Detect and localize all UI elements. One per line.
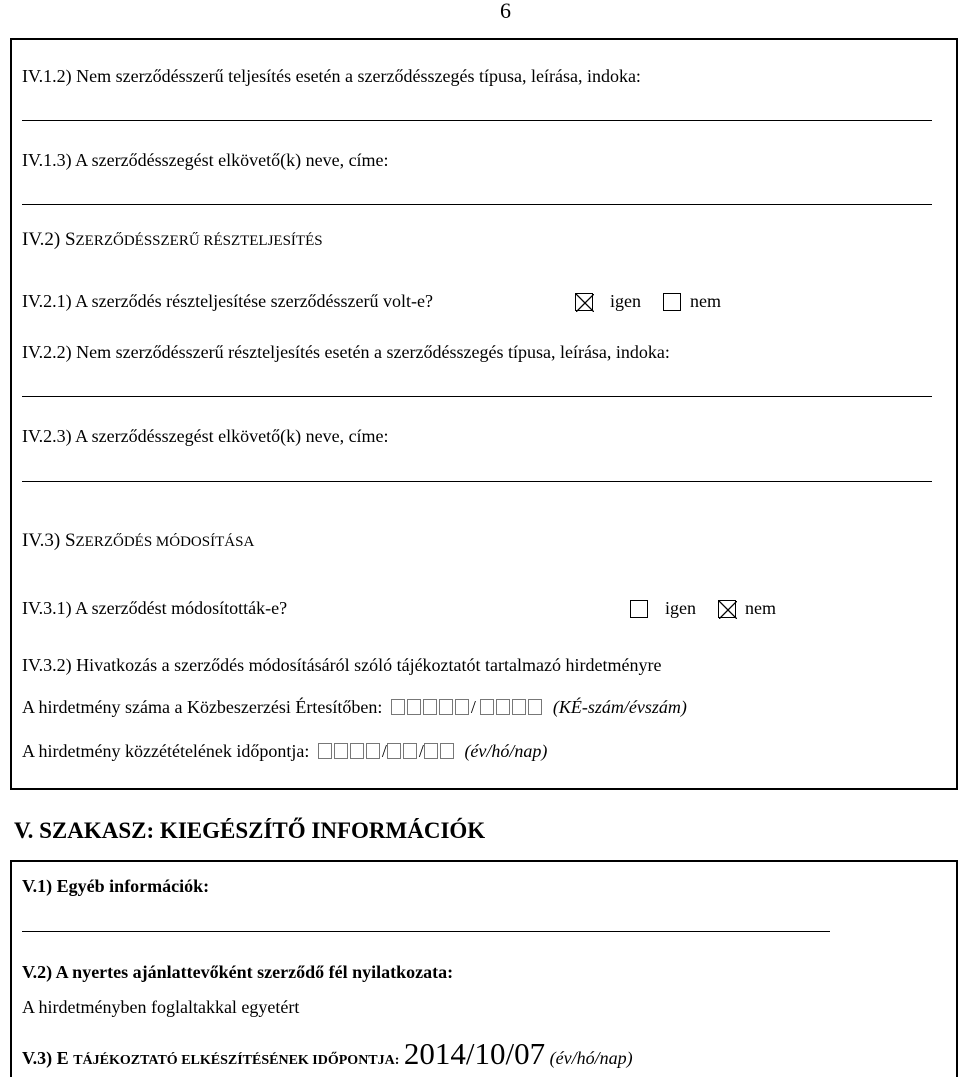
iv31-label: IV.3.1) A szerződést módosították-e? [22,598,288,618]
checked-x-icon [576,294,594,312]
iv22-answer-line[interactable] [22,396,932,397]
section-v-heading: V. SZAKASZ: KIEGÉSZÍTŐ INFORMÁCIÓK [14,818,486,843]
v2-label: V.2) A nyertes ajánlattevőként szerződő fél nyilatkozata: [22,962,454,982]
checked-x-icon [719,601,737,619]
iv32-notice-number-row: A hirdetmény száma a Közbeszerzési Értesítőben: / (KÉ-szám/évszám) [22,697,687,717]
iv12-label: IV.1.2) Nem szerződésszerű teljesítés esetén a szerződésszegés típusa, leírása, indoka: [22,66,641,86]
pub-month-field[interactable] [387,741,419,761]
pub-day-field[interactable] [424,741,456,761]
v2-value: A hirdetményben foglaltakkal egyetért [22,997,300,1017]
iv32-notice-number-label: A hirdetmény száma a Közbeszerzési Értesítőben: [22,697,383,717]
iv32-publication-date-label: A hirdetmény közzétételének időpontja: [22,741,310,761]
iv31-yes-checkbox[interactable] [630,600,648,618]
iv2-heading: IV.2) SZERZŐDÉSSZERŰ RÉSZTELJESÍTÉS [22,229,323,250]
page-number: 6 [500,0,511,23]
iv12-answer-line[interactable] [22,120,932,121]
iv32-publication-date-row: A hirdetmény közzétételének időpontja: / / (év/hó/nap) [22,741,548,761]
iv32-label: IV.3.2) Hivatkozás a szerződés módosításáról szóló tájékoztatót tartalmazó hirdetményre [22,655,662,675]
ke-year-field[interactable] [480,697,544,717]
v3-date-hint: (év/hó/nap) [549,1048,633,1068]
iv21-yes-checkbox[interactable] [575,293,593,311]
iv31-no-label: nem [745,598,776,618]
iv31-no-checkbox[interactable] [718,600,736,618]
date-format-hint: (év/hó/nap) [464,741,548,761]
ke-number-field[interactable] [391,697,471,717]
iv21-no-checkbox[interactable] [663,293,681,311]
iv13-label: IV.1.3) A szerződésszegést elkövető(k) neve, címe: [22,150,389,170]
iv21-yes-label: igen [610,291,641,311]
iv13-answer-line[interactable] [22,204,932,205]
iv22-label: IV.2.2) Nem szerződésszerű részteljesítés esetén a szerződésszegés típusa, leírása, indoka: [22,342,670,362]
pub-year-field[interactable] [318,741,382,761]
ke-format-hint: (KÉ-szám/évszám) [552,697,687,717]
iv23-label: IV.2.3) A szerződésszegést elkövető(k) neve, címe: [22,426,389,446]
v1-answer-line[interactable] [22,931,830,932]
iv21-no-label: nem [690,291,721,311]
v3-date-value: 2014/10/07 [403,1036,546,1071]
v3-row: V.3) E TÁJÉKOZTATÓ ELKÉSZÍTÉSÉNEK IDŐPONTJA: 2014/10/07 (év/hó/nap) [22,1036,633,1071]
iv3-heading: IV.3) SZERZŐDÉS MÓDOSÍTÁSA [22,530,255,551]
iv31-yes-label: igen [665,598,696,618]
iv21-label: IV.2.1) A szerződés részteljesítése szerződésszerű volt-e? [22,291,434,311]
v1-label: V.1) Egyéb információk: [22,876,210,896]
iv23-answer-line[interactable] [22,481,932,482]
